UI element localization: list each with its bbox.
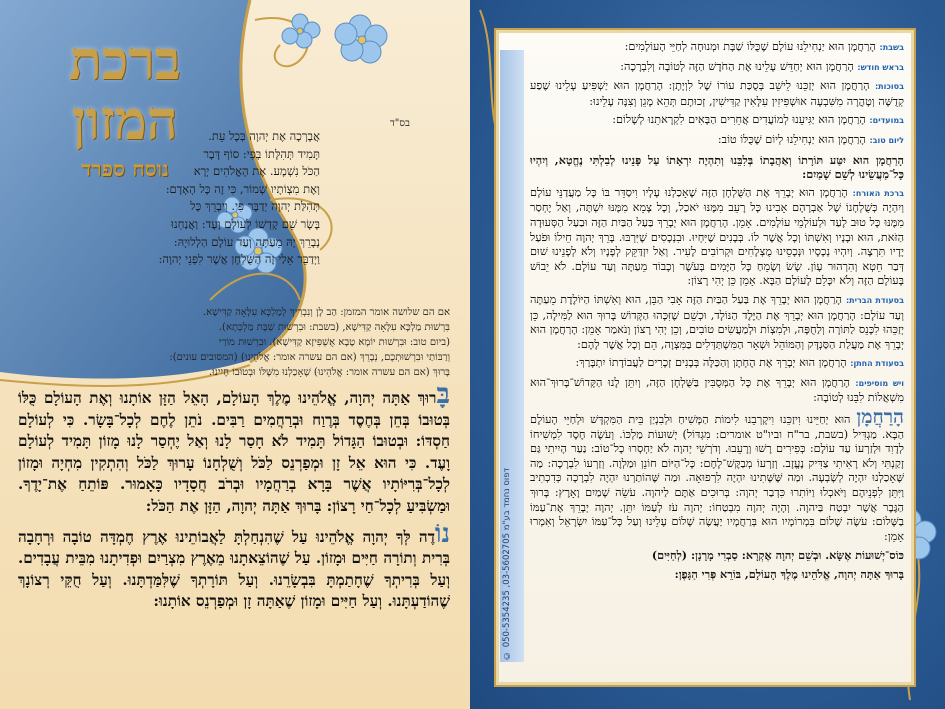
nusach-subtitle: נוסח ספרד — [81, 156, 169, 181]
verse-line: אֲבָרְכָה אֶת יְהוָה בְּכָל עֵת. — [208, 129, 320, 143]
insert-line — [530, 133, 904, 149]
insert-line — [530, 40, 904, 56]
insert-text: הָרַחֲמָן הוּא יְבָרֵךְ אֶת הֶחָתָן וְהַכַּלָּה בְּבָנִים זְכָרִים לַעֲבוֹדָתוֹ יִתְבָּרַךְ: — [575, 356, 847, 370]
verse-line: תְּהִלַּת יְהוָה יְדַבֶּר פִּי. וִיבָרֵךְ כָּל — [190, 199, 320, 214]
final-paragraph — [530, 406, 904, 544]
verse-line: נְבָרֵךְ יָהּ מֵעַתָּה וְעַד עוֹלָם הַלְלוּיָהּ: — [173, 234, 320, 249]
verse-line: תָּמִיד תְּהִלָּתוֹ בְּפִי: סוֹף דָּבָר — [203, 146, 320, 161]
insert-text: הָרַחֲמָן הוּא יְחַדֵּשׁ עָלֵינוּ אֶת הַחֹדֶשׁ הַזֶּה לְטוֹבָה וְלִבְרָכָה: — [620, 59, 854, 73]
zimun-line: וְרַבּוֹתַי וּבִרְשׁוּתְכֶם, נְבָרֵךְ (אם הם עשרה אומר: אֱלֹהֵינוּ) (המסובים עונים): — [169, 352, 450, 363]
insert-text: הָרַחֲמָן הוּא יַנְחִילֵנוּ לְיוֹם שֶׁכֻּלּוֹ טוֹב: — [717, 132, 866, 146]
verse-line: וַיְדַבֵּר אֵלַי זֶה הַשֻּׁלְחָן אֲשֶׁר לִפְנֵי יְהוָה: — [158, 252, 320, 267]
hagafen-line: בָּרוּךְ אַתָּה יְהוָה, אֱלֹהֵינוּ מֶלֶךְ הָעוֹלָם, בּוֹרֵא פְּרִי הַגָּפֶן: — [674, 567, 904, 581]
verse-line: הַכֹּל נִשְׁמָע. אֶת הָאֱלֹהִים יְרָא — [193, 164, 320, 179]
insert-line — [530, 113, 904, 129]
occasion-tag: בשבת: — [879, 43, 904, 52]
occasion-tag: בסוכות: — [874, 82, 904, 92]
zimun-line: (ביום טוב: וּבִרְשׁוּת יוֹמָא טָבָא אֻשְׁפִּיזָא קַדִּישָׁא). וּבִרְשׁוּת מוֹרַי — [218, 337, 450, 348]
opening-verses — [75, 128, 320, 269]
insert-text: הָרַחֲמָן הוּא יִטַּע תּוֹרָתוֹ וְאַהֲבָתוֹ בְּלִבֵּנוּ וְתִהְיֶה יִרְאָתוֹ עַל פָּנֵינוּ לְבִלְתִּי נֶחֱטָא, וְיִהְיוּ כָּל־מַעֲשֵׂינוּ לְשֵׁם שָׁמַיִם: — [530, 152, 904, 182]
large-heading-word: הָרַחֲמָן — [856, 406, 904, 429]
text-panel — [494, 28, 916, 687]
haaretz-text: דֶה לְּךָ יְהוָה אֱלֹהֵינוּ עַל שֶׁהִנְחַלְתָּ לַאֲבוֹתֵינוּ אֶרֶץ חֶמְדָּה טוֹבָה וּרְחָבָה בְּרִית וְתוֹרָה חַיִּים וּמָזוֹן. עַל שֶׁהוֹצֵאתָנוּ מֵאֶרֶץ מִצְרַיִם וּפְדִיתָנוּ מִבֵּית עֲבָדִים. וְעַל בְּרִיתְךָ שֶׁחָתַמְתָּ בִּבְשָׂרֵנוּ. וְעַל תּוֹרָתְךָ שֶׁלִּמַּדְתָּנוּ. וְעַל חֻקֵּי רְצוֹנָךְ שֶׁהוֹדַעְתָּנוּ. וְעַל חַיִּים וּמָזוֹן שֶׁאַתָּה זָן וּמְפַרְנֵס אוֹתָנוּ: — [18, 527, 450, 611]
zimun-block — [18, 305, 450, 380]
occasion-tag: בראש חודש: — [857, 62, 904, 72]
kos-line: כּוֹס־יְשׁוּעוֹת אֶשָּׂא. וּבְשֵׁם יְהוָה אֶקְרָא: סַבְרִי מָרָנָן: (לְחַיִּים) — [651, 548, 904, 563]
insert-text: הָרַחֲמָן הוּא יְבָרֵךְ אֶת כָּל הַמְּסֻבִּין בַּשֻּׁלְחָן הַזֶּה, וְיִתֵּן לָנוּ הַקָּדוֹשׁ־בָּרוּךְ־הוּא מִשְׁאֲלוֹת לִבֵּנוּ לְטוֹבָה: — [530, 375, 904, 405]
occasion-tag: בסעודת החתן: — [850, 359, 904, 369]
right-page — [470, 0, 945, 709]
insert-text: הָרַחֲמָן הוּא יְזַכֵּנוּ לֵישֵׁב בְּסֻכַּת עוֹרוֹ שֶׁל לִוְיָתָן: הָרַחֲמָן הוּא יַשְׁפִּיעַ עָלֵינוּ שֶׁפַע קְדֻשָּׁה וְטָהֳרָה מִשִּׁבְעָה אוּשְׁפִּיזִין עִלָּאִין קַדִּישִׁין, זְכוּתָם תְּהֵא מָגֵן וְצִנָּה עָלֵינוּ: — [530, 79, 904, 108]
final-text: הוּא יְחַיֵּינוּ וִיזַכֵּנוּ וִיקָרְבֵנוּ לִימוֹת הַמָּשִׁיחַ וּלְבִנְיַן בֵּית הַמִּקְדָּשׁ וּלְחַיֵּי הָעוֹלָם הַבָּא. מַגְדִּיל (בשבת, בר"ח וביו"ט אומרים: מִגְדּוֹל) יְשׁוּעוֹת מַלְכּוֹ. וְעֹשֶׂה חֶסֶד לִמְשִׁיחוֹ לְדָוִד וּלְזַרְעוֹ עַד עוֹלָם: כְּפִירִים רָשׁוּ וְרָעֵבוּ. וְדֹרְשֵׁי יְהוָה לֹא יַחְסְרוּ כָל־טוֹב: נַעַר הָיִיתִי גַּם זָקַנְתִּי וְלֹא רָאִיתִי צַדִּיק נֶעֱזָב. וְזַרְעוֹ מְבַקֶּשׁ־לָחֶם: כָּל־הַיּוֹם חוֹנֵן וּמַלְוֶה. וְזַרְעוֹ לִבְרָכָה: מַה שֶּׁאָכַלְנוּ יִהְיֶה לְשָׂבְעָה. וּמַה שֶּׁשָּׁתִינוּ יִהְיֶה לִרְפוּאָה. וּמַה שֶּׁהוֹתַרְנוּ יִהְיֶה לִבְרָכָה כְּדִכְתִיב וַיִּתֵּן לִפְנֵיהֶם וַיֹּאכְלוּ וַיּוֹתִרוּ כִּדְבַר יְהוָה: בְּרוּכִים אַתֶּם לַיהוָה. עֹשֵׂה שָׁמַיִם וָאָרֶץ: בָּרוּךְ הַגֶּבֶר אֲשֶׁר יִבְטַח בַּיהוָה. וְהָיָה יְהוָה מִבְטַחוֹ: יְהוָה עֹז לְעַמּוֹ יִתֵּן. יְהוָה יְבָרֵךְ אֶת־עַמּוֹ בַשָּׁלוֹם: עֹשֶׂה שָׁלוֹם בִּמְרוֹמָיו הוּא בְּרַחֲמָיו יַעֲשֶׂה שָׁלוֹם עָלֵינוּ וְעַל כָּל־עַמּוֹ יִשְׂרָאֵל וְאִמְרוּ אָמֵן: — [530, 413, 904, 543]
occasion-tag: ליום טוב: — [869, 135, 904, 145]
insert-line — [530, 356, 904, 372]
occasion-tag: ברכת האורח: — [852, 188, 904, 198]
zimun-line: בִּרְשׁוּת מַלְכָּא עִלָּאָה קַדִּישָׁא, (בשבת: וּבִרְשׁוּת שַׁבָּת מַלְכְּתָא). — [218, 322, 450, 333]
insert-line — [530, 79, 904, 109]
zimun-line: אם הם שלושה אומר המזמן: הַב לָן וְנִבְרִיךְ לְמַלְכָּא עִלָּאָה קַדִּישָׁא. — [202, 307, 450, 318]
left-page — [0, 0, 470, 709]
verse-line: וְאֶת מִצְוֹתָיו שְׁמוֹר, כִּי זֶה כָּל הָאָדָם: — [165, 181, 320, 196]
title-line-1: ברכת — [69, 28, 181, 92]
drop-cap: נוֹ — [434, 518, 450, 549]
insert-line — [530, 153, 904, 182]
insert-line — [530, 376, 904, 406]
occasion-tag: במועדים: — [869, 116, 904, 126]
drop-cap: בָּ — [436, 377, 450, 410]
bsd-marker: בס"ד — [390, 118, 410, 129]
insert-text: הָרַחֲמָן הוּא יַגִּיעֵנוּ לְמוֹעֲדִים אֲחֵרִים הַבָּאִים לִקְרָאתֵנוּ לְשָׁלוֹם: — [612, 113, 866, 127]
insert-line — [530, 60, 904, 76]
harachaman-text — [530, 40, 904, 586]
insert-text: הָרַחֲמָן הוּא יַנְחִילֵנוּ עוֹלָם שֶׁכֻּלּוֹ שַׁבָּת וּמְנוּחָה לְחַיֵּי הָעוֹלָמִים: — [624, 40, 876, 53]
verse-line: בָּשָׂר שֵׁם קָדְשׁוֹ לְעוֹלָם וָעֶד: וַאֲנַחְנוּ — [170, 216, 320, 231]
title-line-2: המזון — [72, 88, 178, 152]
hazan-paragraph — [18, 377, 450, 518]
insert-line — [530, 293, 904, 352]
haaretz-paragraph — [18, 518, 450, 613]
main-blessings — [18, 377, 450, 619]
occasion-tag: ויש מוסיפים: — [855, 378, 904, 388]
insert-text: הָרַחֲמָן הוּא יְבָרֵךְ אֶת בַּעַל הַבַּיִת הַזֶּה אָבִי הַבֵּן, הוּא וְאִשְׁתּוֹ הַיּוֹלֶדֶת מֵעַתָּה וְעַד עוֹלָם: הָרַחֲמָן הוּא יְבָרֵךְ אֶת הַיֶּלֶד הַנּוֹלָד, וּכְשֵׁם שֶׁזִּכָּהוּ הַקָּדוֹשׁ בָּרוּךְ הוּא לַמִּילָה, כֵּן יְזַכֵּהוּ לִכָּנֵס לַתּוֹרָה וְלַחֻפָּה, וּלְמִצְוֹת וּלְמַעֲשִׂים טוֹבִים, וְכֵן יְהִי רָצוֹן וְנֹאמַר אָמֵן: הָרַחֲמָן הוּא יְבָרֵךְ אֶת מַעֲלַת הַסַּנְדָּק וְהַמּוֹהֵל וּשְׁאָר הַמִּשְׁתַּדְּלִים בַּמִּצְוָה, הֵם וְכָל אֲשֶׁר לָהֶם: — [530, 292, 904, 351]
zimun-line: בָּרוּךְ (אם הם עשרה אומר: אֱלֹהֵינוּ) שֶׁאָכַלְנוּ מִשֶּׁלּוֹ וּבְטוּבוֹ חָיִינוּ. — [208, 367, 450, 378]
insert-text: הָרַחֲמָן הוּא יְבָרֵךְ אֶת הַשֻּׁלְחָן הַזֶּה שֶׁאָכַלְנוּ עָלָיו וִיסַדֵּר בּוֹ כָּל מַעֲדַנֵּי עוֹלָם וְיִהְיֶה כְּשֻׁלְחָנוֹ שֶׁל אַבְרָהָם אָבִינוּ כָּל רָעֵב מִמֶּנּוּ יֹאכַל, וְכָל צָמֵא מִמֶּנּוּ יִשְׁתֶּה, וְאַל יֶחְסַר מִמֶּנּוּ כָּל טוּב לָעַד וּלְעוֹלְמֵי עוֹלָמִים. אָמֵן. הָרַחֲמָן הוּא יְבָרֵךְ בַּעַל הַבַּיִת הַזֶּה וּבַעַל הַסְּעוּדָה הַזֹּאת, הוּא וּבָנָיו וְאִשְׁתּוֹ וְכָל אֲשֶׁר לוֹ. בְּבָנִים שֶׁיִּחְיוּ. וּבִנְכָסִים שֶׁיִּרְבּוּ. בָּרֵךְ יְהוָה חֵילוֹ וּפֹעַל יָדָיו תִּרְצֶה. וְיִהְיוּ נְכָסָיו וּנְכָסֵינוּ מֻצְלָחִים וּקְרוֹבִים לָעִיר. וְאַל יִזְדַּקֵּק לְפָנָיו וְלֹא לְפָנֵינוּ שׁוּם דְּבַר חֵטְא וְהִרְהוּר עָוֹן. שָׂשׂ וְשָׂמֵחַ כָּל הַיָּמִים בְּעֹשֶׁר וְכָבוֹד מֵעַתָּה וְעַד עוֹלָם. לֹא יֵבוֹשׁ בָּעוֹלָם הַזֶּה וְלֹא יִכָּלֵם לָעוֹלָם הַבָּא. אָמֵן כֵּן יְהִי רָצוֹן: — [530, 185, 904, 288]
hazan-text: רוּךְ אַתָּה יְהוָה, אֱלֹהֵינוּ מֶלֶךְ הָעוֹלָם, הָאֵל הַזָּן אוֹתָנוּ וְאֶת הָעוֹלָם כֻּלּוֹ בְּטוּבוֹ בְּחֵן בְּחֶסֶד בְּרֶוַח וּבְרַחֲמִים רַבִּים. נֹתֵן לֶחֶם לְכָל־בָּשָׂר. כִּי לְעוֹלָם חַסְדּוֹ: וּבְטוּבוֹ הַגָּדוֹל תָּמִיד לֹא חָסַר לָנוּ וְאַל יֶחְסַר לָנוּ מָזוֹן תָּמִיד לְעוֹלָם וָעֶד. כִּי הוּא אֵל זָן וּמְפַרְנֵס לַכֹּל וְשֻׁלְחָנוֹ עָרוּךְ לַכֹּל וְהִתְקִין מִחְיָה וּמָזוֹן לְכָל־בְּרִיּוֹתָיו אֲשֶׁר בָּרָא בְרַחֲמָיו וּבְרֹב חֲסָדָיו כָּאָמוּר. פּוֹתֵחַ אֶת־יָדֶךָ. וּמַשְׂבִּיעַ לְכָל־חַי רָצוֹן: בָּרוּךְ אַתָּה יְהוָה, הַזָּן אֶת הַכֹּל: — [18, 389, 450, 515]
printer-credit: © דפוס נחמד בע"מ 03-5602705, 050-5354235 — [502, 467, 512, 660]
flower-icon — [282, 14, 320, 48]
insert-line — [530, 186, 904, 289]
occasion-tag: בסעודת הברית: — [845, 295, 904, 305]
